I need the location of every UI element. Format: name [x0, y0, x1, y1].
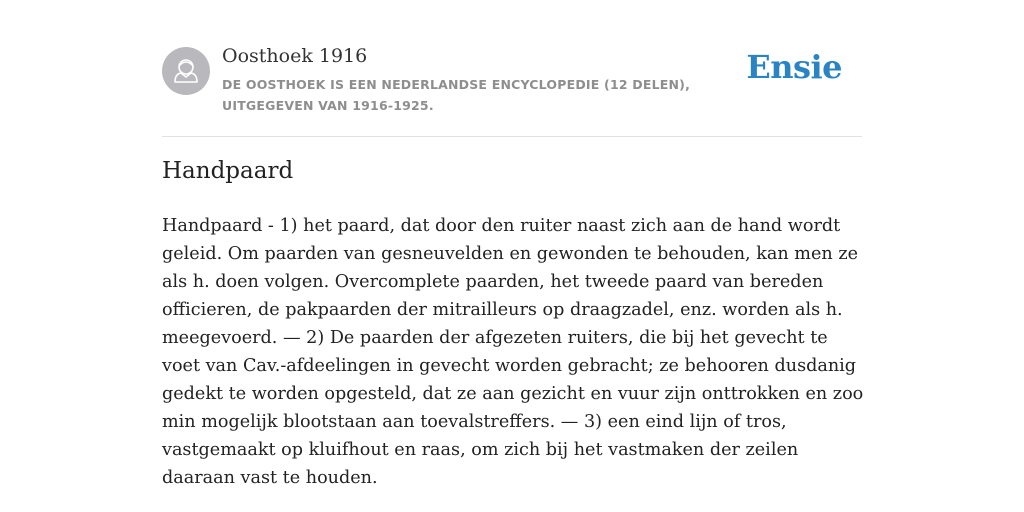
entry-body: Handpaard - 1) het paard, dat door den ruiter naast zich aan de hand wordt geleid. Om paarden van gesneuvelden en gewonden te behouden, kan men ze als h. doen volgen. Overcomplete paarden, het tweede paard van bereden officieren, de pakpaarden der mitrailleurs op draagzadel, enz. worden als h. meegevoerd. — 2) De paarden der afgezeten ruiters, die bij het gevecht te voet van Cav.-afdeelingen in gevecht worden gebracht; ze behooren dusdanig gedekt te worden opgesteld, dat ze aan gezicht en vuur zijn onttrokken en zoo min mogelijk blootstaan aan toevalstreffers. — 3) een eind lijn of tros, vastgemaakt op kluifhout en raas, om zich bij het vastmaken der zeilen daaraan vast te houden. — [162, 216, 864, 488]
ensie-logo[interactable]: Ensie — [746, 48, 842, 86]
source-name[interactable]: Oosthoek 1916 — [222, 45, 368, 67]
page-title: Handpaard — [162, 158, 294, 184]
user-avatar-icon — [162, 47, 210, 95]
source-header — [162, 44, 862, 137]
avatar[interactable] — [162, 47, 210, 95]
source-description: DE OOSTHOEK IS EEN NEDERLANDSE ENCYCLOPEDIE (12 DELEN), UITGEGEVEN VAN 1916-1925. — [222, 77, 691, 113]
